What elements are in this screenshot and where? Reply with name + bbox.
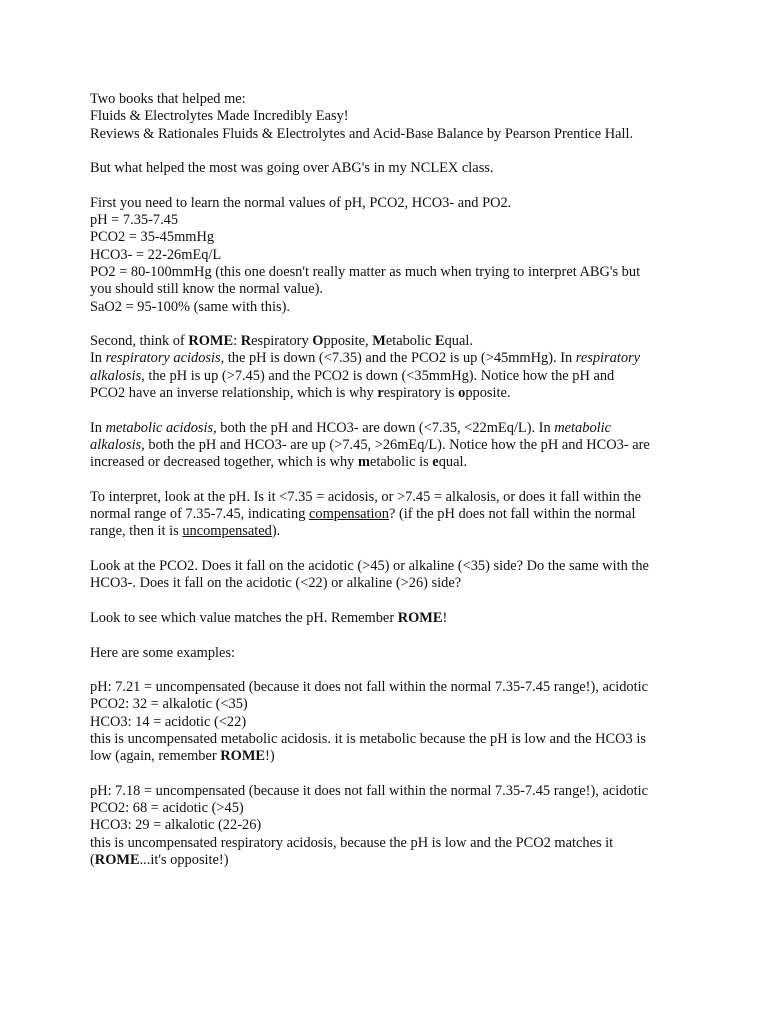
text-line: PCO2 = 35-45mmHg: [90, 229, 215, 246]
text-line: Here are some examples:: [90, 644, 236, 661]
text-line: In metabolic acidosis, both the pH and HCO3- are down (<7.35, <22mEq/L). In metabolic: [90, 419, 612, 436]
text-line: low (again, remember ROME!): [90, 748, 275, 765]
text-line: pH = 7.35-7.45: [90, 212, 179, 229]
text-line: PCO2 have an inverse relationship, which is why respiratory is opposite.: [90, 385, 511, 402]
text-line: First you need to learn the normal values of pH, PCO2, HCO3- and PO2.: [90, 194, 512, 211]
paragraph: [90, 420, 690, 472]
paragraph: [90, 489, 690, 541]
text-line: Reviews & Rationales Fluids & Electrolytes and Acid-Base Balance by Pearson Prentice Hall.: [90, 125, 634, 142]
text-line: To interpret, look at the pH. Is it <7.35 = acidosis, or >7.45 = alkalosis, or does it fall within the: [90, 488, 642, 505]
text-line: alkalosis, both the pH and HCO3- are up (>7.45, >26mEq/L). Notice how the pH and HCO3- are: [90, 436, 650, 453]
text-line: pH: 7.18 = uncompensated (because it does not fall within the normal 7.35-7.45 range!), acidotic: [90, 782, 649, 799]
text-line: Two books that helped me:: [90, 91, 246, 107]
text-line: HCO3: 29 = alkalotic (22-26): [90, 817, 262, 834]
text-line: range, then it is uncompensated).: [90, 523, 281, 540]
text-line: In respiratory acidosis, the pH is down (<7.35) and the PCO2 is up (>45mmHg). In respiratory: [90, 350, 641, 367]
text-line: HCO3: 14 = acidotic (<22): [90, 713, 247, 730]
text-line: HCO3-. Does it fall on the acidotic (<22) or alkaline (>26) side?: [90, 575, 462, 592]
paragraph: [90, 195, 690, 316]
text-line: PO2 = 80-100mmHg (this one doesn't really matter as much when trying to interpret ABG's but: [90, 263, 641, 280]
text-line: alkalosis, the pH is up (>7.45) and the PCO2 is down (<35mmHg). Notice how the pH and: [90, 367, 615, 384]
text-line: pH: 7.21 = uncompensated (because it does not fall within the normal 7.35-7.45 range!), acidotic: [90, 679, 649, 696]
paragraph: [90, 610, 690, 627]
text-line: SaO2 = 95-100% (same with this).: [90, 298, 290, 315]
text-line: you should still know the normal value).: [90, 281, 324, 298]
text-line: PCO2: 68 = acidotic (>45): [90, 800, 244, 817]
text-line: Second, think of ROME: Respiratory Opposite, Metabolic Equal.: [90, 333, 473, 350]
text-line: this is uncompensated respiratory acidosis, because the pH is low and the PCO2 matches it: [90, 834, 614, 851]
text-line: HCO3- = 22-26mEq/L: [90, 246, 222, 263]
paragraph: [90, 333, 690, 402]
text-line: Fluids & Electrolytes Made Incredibly Easy!: [90, 108, 349, 125]
text-line: normal range of 7.35-7.45, indicating compensation? (if the pH does not fall within the normal: [90, 506, 636, 523]
text-line: (ROME...it's opposite!): [90, 852, 229, 869]
text-line: But what helped the most was going over ABG's in my NCLEX class.: [90, 160, 494, 177]
paragraph: [90, 160, 690, 177]
document-body: [90, 91, 690, 887]
paragraph: [90, 558, 690, 593]
text-line: increased or decreased together, which is why metabolic is equal.: [90, 454, 468, 471]
text-line: Look to see which value matches the pH. Remember ROME!: [90, 609, 448, 626]
text-line: this is uncompensated metabolic acidosis. it is metabolic because the pH is low and the HCO3 is: [90, 730, 646, 747]
paragraph: [90, 679, 690, 765]
text-line: Look at the PCO2. Does it fall on the acidotic (>45) or alkaline (<35) side? Do the same with the: [90, 558, 649, 575]
text-line: PCO2: 32 = alkalotic (<35): [90, 696, 248, 713]
paragraph: [90, 783, 690, 869]
paragraph: [90, 91, 690, 143]
paragraph: [90, 645, 690, 662]
